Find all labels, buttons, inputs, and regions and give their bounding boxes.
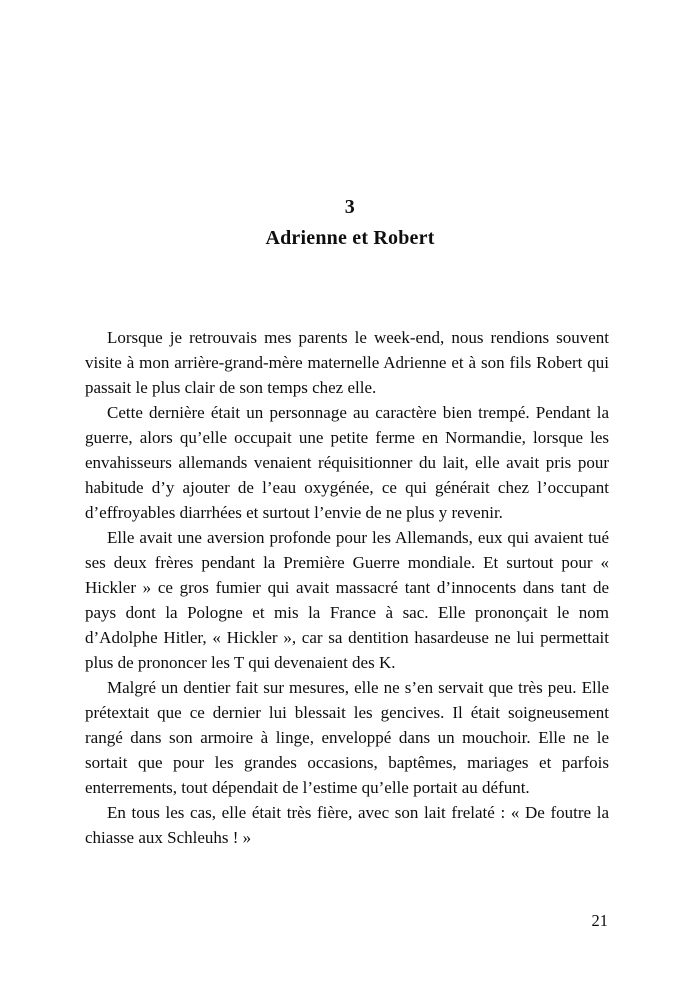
body-paragraph: En tous les cas, elle était très fière, avec son lait frelaté : « De foutre la chiasse aux Schleuhs ! »	[85, 803, 609, 847]
page-number: 21	[591, 911, 608, 930]
body-paragraph: Malgré un dentier fait sur mesures, elle ne s’en servait que très peu. Elle prétextait que ce dernier lui blessait les gencives. Il était soigneusement rangé dans son armoire à linge, enveloppé dans un mouchoir. Elle ne le sortait que pour les grandes occasions, baptêmes, mariages et parfois enterrements, tout dépendait de l’estime qu’elle portait au défunt.	[85, 678, 609, 797]
body-paragraph: Lorsque je retrouvais mes parents le week-end, nous rendions souvent visite à mon arrière-grand-mère maternelle Adrienne et à son fils Robert qui passait le plus clair de son temps chez elle.	[85, 328, 609, 397]
chapter-title: Adrienne et Robert	[265, 227, 435, 249]
chapter-heading	[0, 0, 700, 254]
body-paragraph: Elle avait une aversion profonde pour les Allemands, eux qui avaient tué ses deux frères pendant la Première Guerre mondiale. Et surtout pour « Hickler » ce gros fumier qui avait massacré tant d’innocents dans tant de pays dont la Pologne et mis la France à sac. Elle prononçait le nom d’Adolphe Hitler, « Hickler », car sa dentition hasardeuse ne lui permettait plus de prononcer les T qui devenaient des K.	[85, 528, 609, 672]
body-paragraph: Cette dernière était un personnage au caractère bien trempé. Pendant la guerre, alors qu’elle occupait une petite ferme en Normandie, lorsque les envahisseurs allemands venaient réquisitionner du lait, elle avait pris pour habitude d’y ajouter de l’eau oxygénée, ce qui générait chez l’occupant d’effroyables diarrhées et surtout l’envie de ne plus y revenir.	[85, 403, 609, 522]
chapter-body	[85, 325, 609, 850]
chapter-number: 3	[344, 196, 356, 218]
